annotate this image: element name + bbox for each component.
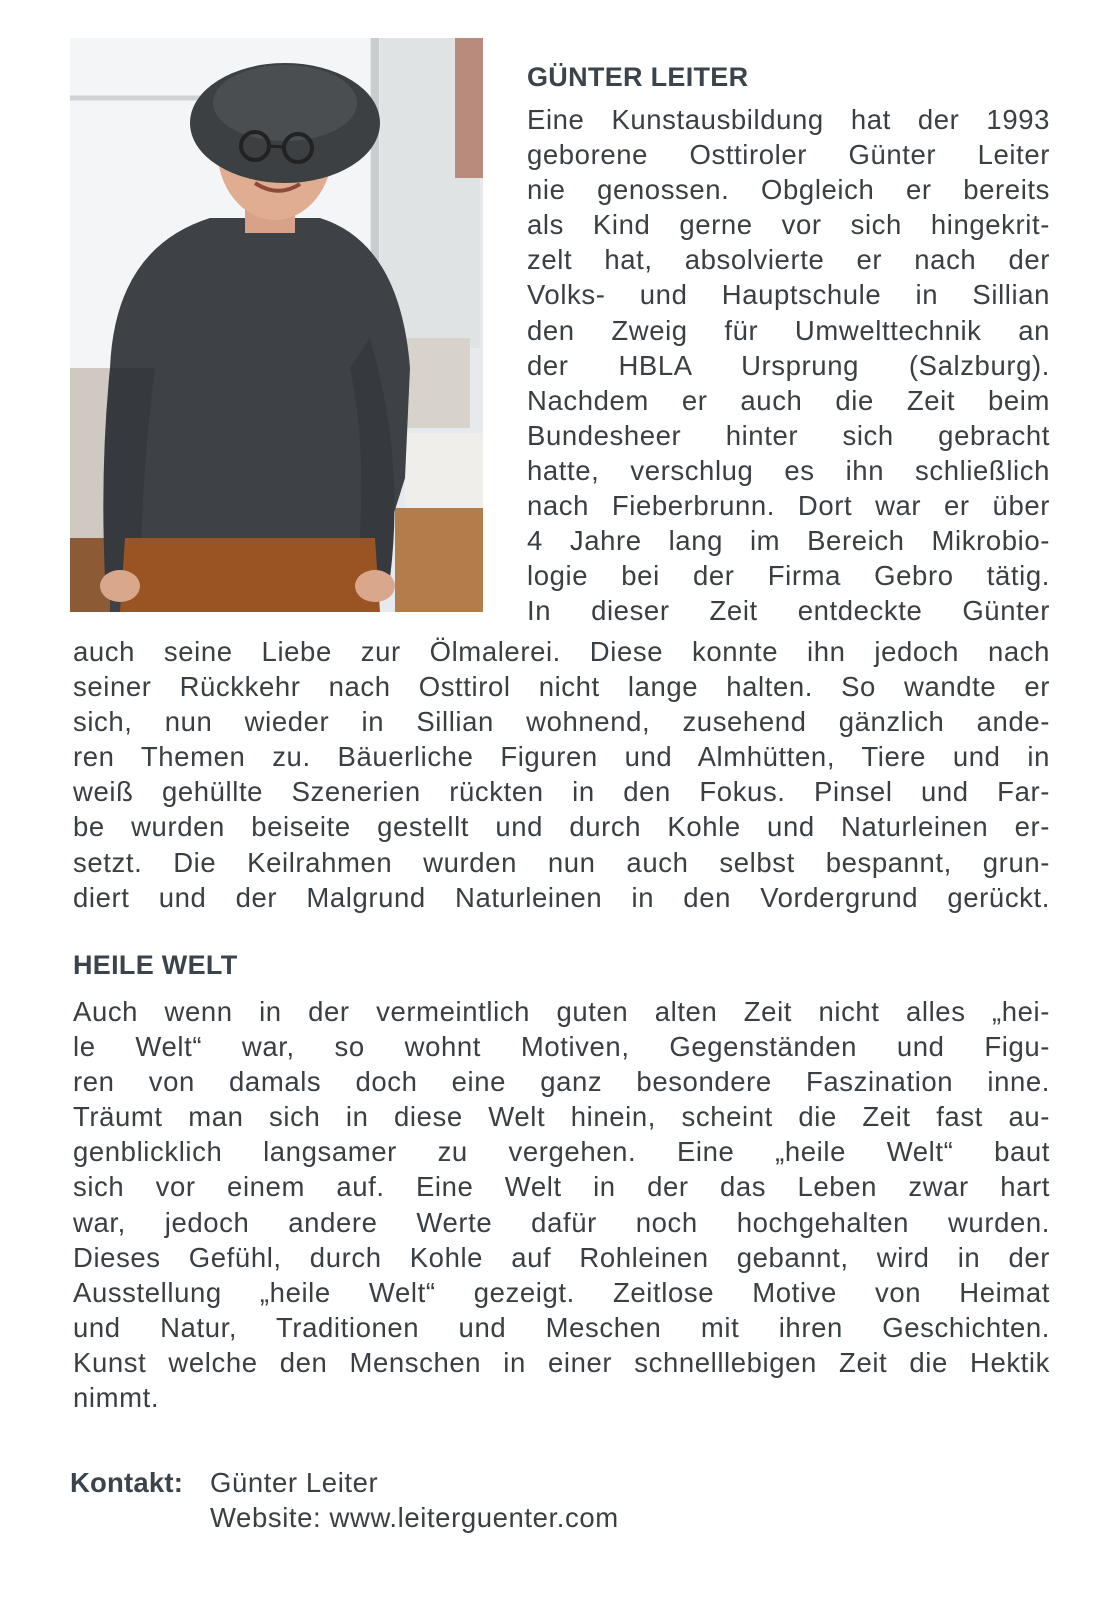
contact-label: Kontakt: (70, 1467, 184, 1498)
text-line: nimmt. (73, 1382, 160, 1414)
text-line: ren Themen zu. Bäuerliche Figuren und Almhütten, Tiere und in (73, 741, 1050, 773)
text-line: war, jedoch andere Werte dafür noch hochgehalten wurden. (73, 1206, 1050, 1238)
heile-welt-paragraph (73, 994, 1050, 1415)
portrait-photo (70, 38, 483, 612)
text-line: geborene Osttiroler Günter Leiter (527, 139, 1050, 171)
text-line: nach Fieberbrunn. Dort war er über (527, 490, 1050, 522)
text-line: als Kind gerne vor sich hingekrit- (527, 209, 1050, 241)
heading-name: GÜNTER LEITER (527, 62, 749, 92)
text-line: genblicklich langsamer zu vergehen. Eine „heile Welt“ baut (73, 1136, 1050, 1168)
text-line: ren von damals doch eine ganz besondere Faszination inne. (73, 1066, 1050, 1098)
text-line: Eine Kunstausbildung hat der 1993 (527, 104, 1050, 135)
text-line: Nachdem er auch die Zeit beim (527, 384, 1050, 416)
text-line: seiner Rückkehr nach Osttirol nicht lange halten. So wandte er (73, 671, 1050, 703)
text-line: be wurden beiseite gestellt und durch Kohle und Naturleinen er- (73, 811, 1050, 843)
text-line: Dieses Gefühl, durch Kohle auf Rohleinen gebannt, wird in der (73, 1241, 1050, 1273)
text-line: auch seine Liebe zur Ölmalerei. Diese konnte ihn jedoch nach (73, 636, 1050, 667)
text-line: der HBLA Ursprung (Salzburg). (527, 349, 1050, 381)
text-line: und Natur, Traditionen und Meschen mit ihren Geschichten. (73, 1311, 1050, 1343)
text-line: Volks- und Hauptschule in Sillian (527, 279, 1050, 311)
text-line: 4 Jahre lang im Bereich Mikrobio- (527, 525, 1050, 557)
text-line: nie genossen. Obgleich er bereits (527, 174, 1050, 206)
text-line: sich, nun wieder in Sillian wohnend, zusehend gänzlich ande- (73, 706, 1050, 738)
heading-heile-welt: HEILE WELT (73, 950, 238, 980)
contact-name: Günter Leiter (210, 1467, 379, 1498)
text-line: logie bei der Firma Gebro tätig. (527, 560, 1050, 592)
bio-continued-paragraph (73, 634, 1050, 915)
text-line: Träumt man sich in diese Welt hinein, scheint die Zeit fast au- (73, 1101, 1050, 1133)
text-line: Kunst welche den Menschen in einer schnelllebigen Zeit die Hektik (73, 1346, 1050, 1378)
bio-intro-paragraph (527, 102, 1050, 628)
text-line: den Zweig für Umwelttechnik an (527, 314, 1050, 346)
text-line: Auch wenn in der vermeintlich guten alten Zeit nicht alles „hei- (73, 996, 1050, 1027)
text-line: zelt hat, absolvierte er nach der (527, 244, 1050, 276)
text-line: weiß gehüllte Szenerien rückten in den Fokus. Pinsel und Far- (73, 776, 1050, 808)
text-line: sich vor einem auf. Eine Welt in der das Leben zwar hart (73, 1171, 1050, 1203)
text-line: setzt. Die Keilrahmen wurden nun auch selbst bespannt, grun- (73, 846, 1050, 878)
text-line: diert und der Malgrund Naturleinen in den Vordergrund gerückt. (73, 881, 1050, 913)
text-line: In dieser Zeit entdeckte Günter (527, 595, 1050, 627)
text-line: hatte, verschlug es ihn schließlich (527, 454, 1050, 486)
contact-values (210, 1465, 619, 1535)
portrait-illustration (70, 38, 483, 612)
text-line: le Welt“ war, so wohnt Motiven, Gegenständen und Figu- (73, 1031, 1050, 1063)
text-line: Ausstellung „heile Welt“ gezeigt. Zeitlose Motive von Heimat (73, 1276, 1050, 1308)
contact-website[interactable]: Website: www.leiterguenter.com (210, 1502, 619, 1534)
text-line: Bundesheer hinter sich gebracht (527, 419, 1050, 451)
